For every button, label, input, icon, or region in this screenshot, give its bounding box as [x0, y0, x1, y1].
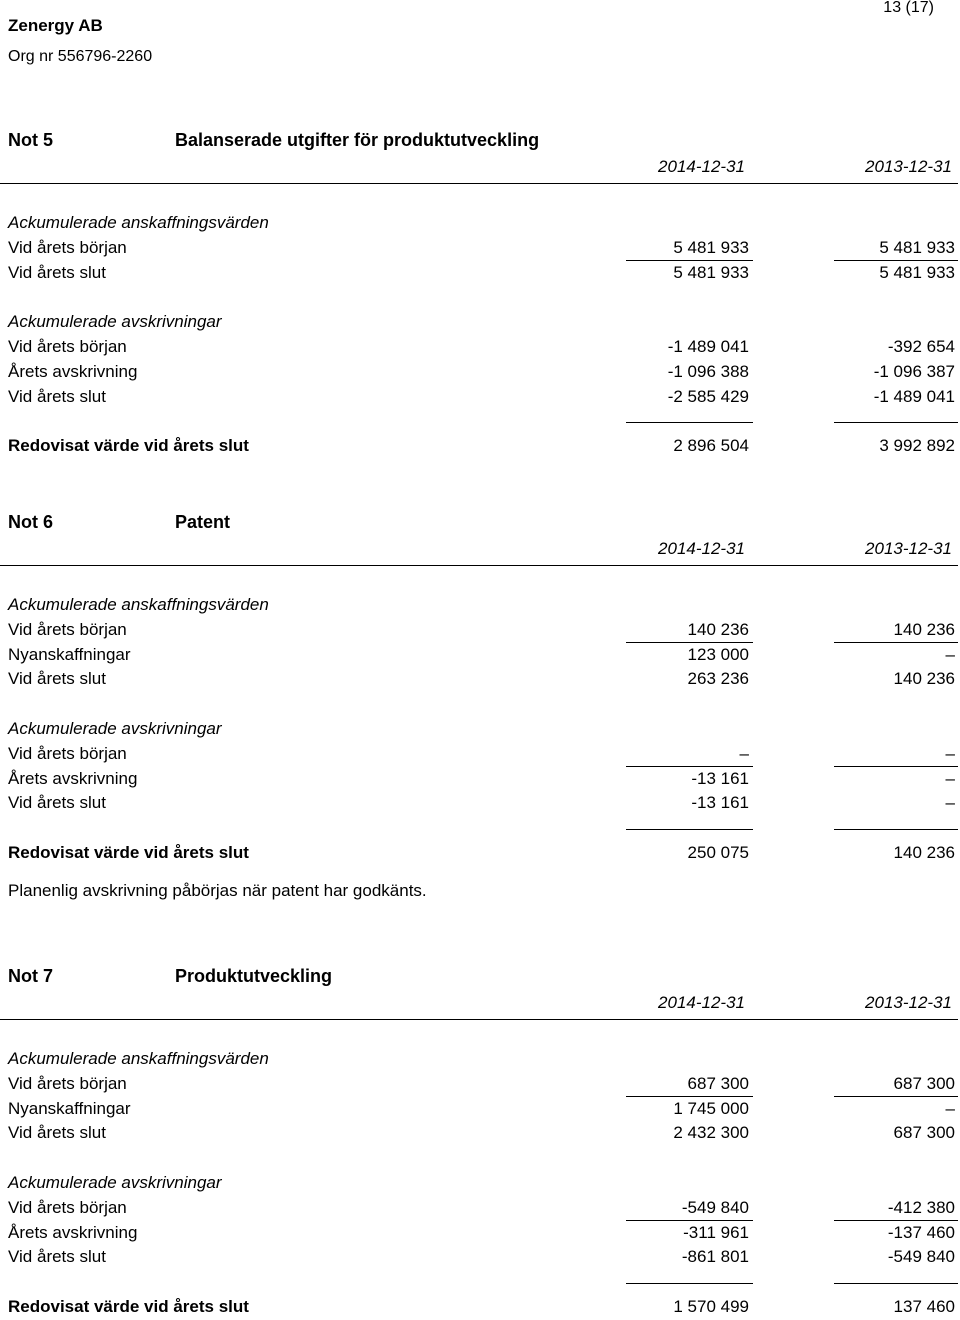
table-row: [0, 1097, 960, 1122]
section-heading: Ackumulerade avskrivningar: [8, 719, 222, 738]
column-date-2014: 2014-12-31: [658, 157, 745, 176]
note-header: [0, 130, 960, 156]
table-row: [0, 767, 960, 792]
value-2013: -412 380: [887, 1197, 955, 1217]
value-2013: –: [945, 768, 955, 788]
note-number: Not 7: [8, 966, 53, 986]
table-row: [0, 1121, 960, 1146]
sum-rule-line: [626, 260, 753, 261]
sum-rule-line: [834, 642, 958, 643]
value-2014: 1 570 499: [673, 1297, 749, 1316]
value-2014: -1 096 388: [667, 361, 749, 381]
value-2014: 140 236: [687, 619, 749, 639]
row-label: Vid årets slut: [8, 1123, 106, 1143]
value-2014: 263 236: [687, 669, 749, 689]
row-label: Vid årets slut: [8, 386, 106, 406]
note-title: Produktutveckling: [175, 966, 333, 986]
org-number: Org nr 556796-2260: [8, 48, 153, 65]
section-heading: Ackumulerade avskrivningar: [8, 312, 222, 332]
table-row: [0, 593, 960, 618]
column-date-2013: 2013-12-31: [865, 993, 952, 1012]
sum-rule-line: [626, 1096, 753, 1097]
spacer-row: [0, 1146, 960, 1171]
table-row: [0, 841, 960, 866]
value-2013: 140 236: [893, 843, 955, 862]
sum-rule-line: [626, 766, 753, 767]
row-label: Årets avskrivning: [8, 361, 138, 381]
section-heading: Ackumulerade avskrivningar: [8, 1173, 222, 1192]
value-2013: –: [945, 743, 955, 763]
spacer-row: [0, 1270, 960, 1295]
value-2013: –: [945, 793, 955, 813]
value-2014: -1 489 041: [667, 337, 749, 356]
value-2014: 5 481 933: [673, 237, 749, 257]
section-heading: Ackumulerade anskaffningsvärden: [8, 213, 269, 232]
company-name: Zenergy AB: [8, 16, 103, 35]
value-2014: -861 801: [681, 1247, 749, 1267]
value-2013: -1 489 041: [873, 386, 955, 406]
value-2013: 687 300: [893, 1073, 955, 1093]
sum-rule-line: [834, 766, 958, 767]
row-label: Nyanskaffningar: [8, 1098, 131, 1118]
sum-rule-line: [834, 1220, 958, 1221]
column-date-2014: 2014-12-31: [658, 539, 745, 558]
sum-rule-line: [626, 642, 753, 643]
row-label: Vid årets början: [8, 1197, 127, 1217]
value-2013: 687 300: [893, 1123, 955, 1143]
value-2013: –: [945, 644, 955, 664]
row-label: Vid årets början: [8, 743, 127, 763]
row-label: Vid årets början: [8, 1073, 127, 1093]
column-date-2013: 2013-12-31: [865, 539, 952, 558]
section-heading: Ackumulerade anskaffningsvärden: [8, 595, 269, 614]
value-2014: 123 000: [687, 644, 749, 664]
value-2014: 2 432 300: [673, 1123, 749, 1143]
table-row: [0, 1295, 960, 1320]
sum-rule-line: [626, 1283, 753, 1284]
value-2014: -2 585 429: [667, 386, 749, 406]
table-row: [0, 1221, 960, 1246]
table-row: [0, 717, 960, 742]
row-label: Vid årets slut: [8, 1247, 106, 1267]
sum-rule-line: [834, 422, 958, 423]
spacer-row: [0, 285, 960, 310]
value-2013: -137 460: [887, 1222, 955, 1242]
note-header: [0, 966, 960, 992]
value-2014: 1 745 000: [673, 1098, 749, 1118]
table-row: [0, 360, 960, 385]
table-row: [0, 1171, 960, 1196]
table-row: [0, 310, 960, 335]
value-2014: -13 161: [691, 768, 749, 788]
total-label: Redovisat värde vid årets slut: [8, 843, 249, 862]
table-row: [0, 791, 960, 816]
value-2013: -392 654: [887, 337, 955, 356]
spacer-row: [0, 692, 960, 717]
value-2014: 250 075: [687, 843, 749, 862]
total-label: Redovisat värde vid årets slut: [8, 1297, 249, 1316]
value-2013: -1 096 387: [873, 361, 955, 381]
value-2013: 137 460: [893, 1297, 955, 1316]
value-2013: 3 992 892: [879, 436, 955, 456]
table-row: [0, 667, 960, 692]
value-2014: –: [739, 743, 749, 763]
sum-rule-line: [834, 1096, 958, 1097]
value-2013: 5 481 933: [879, 262, 955, 282]
table-row: [0, 618, 960, 643]
page-number: 13 (17): [883, 0, 934, 16]
value-2014: -13 161: [691, 793, 749, 813]
value-2013: –: [945, 1098, 955, 1118]
row-label: Vid årets början: [8, 237, 127, 257]
section-heading: Ackumulerade anskaffningsvärden: [8, 1049, 269, 1068]
sum-rule-line: [626, 422, 753, 423]
row-label: Vid årets början: [8, 619, 127, 639]
table-row: [0, 742, 960, 767]
spacer-row: [0, 409, 960, 434]
row-label: Vid årets slut: [8, 793, 106, 813]
table-row: [0, 211, 960, 236]
row-label: Vid årets slut: [8, 262, 106, 282]
table-row: [0, 1047, 960, 1072]
note-title: Patent: [175, 512, 231, 532]
table-row: [0, 236, 960, 261]
table-row: [0, 643, 960, 668]
value-2014: 2 896 504: [673, 436, 749, 456]
value-2014: 5 481 933: [673, 262, 749, 282]
column-date-2014: 2014-12-31: [658, 993, 745, 1012]
table-row: [0, 1245, 960, 1270]
table-row: [0, 261, 960, 286]
table-row: [0, 434, 960, 459]
sum-rule-line: [834, 829, 958, 830]
row-label: Årets avskrivning: [8, 768, 138, 788]
row-label: Årets avskrivning: [8, 1222, 138, 1242]
note-title: Balanserade utgifter för produktutveckling: [175, 130, 540, 150]
table-row: [0, 1072, 960, 1097]
note-footnote: Planenlig avskrivning påbörjas när patent har godkänts.: [8, 880, 427, 900]
value-2013: 140 236: [893, 669, 955, 689]
total-label: Redovisat värde vid årets slut: [8, 436, 249, 456]
note-header: [0, 512, 960, 538]
note-number: Not 6: [8, 512, 53, 532]
row-label: Nyanskaffningar: [8, 644, 131, 664]
table-row: [0, 385, 960, 410]
column-date-2013: 2013-12-31: [865, 157, 952, 176]
sum-rule-line: [626, 1220, 753, 1221]
column-header-row: [0, 539, 958, 566]
table-row: [0, 335, 960, 360]
table-row: [0, 1196, 960, 1221]
note-number: Not 5: [8, 130, 53, 150]
sum-rule-line: [626, 829, 753, 830]
column-header-row: [0, 157, 958, 184]
sum-rule-line: [834, 260, 958, 261]
value-2013: 140 236: [893, 619, 955, 639]
value-2013: -549 840: [887, 1247, 955, 1267]
value-2014: -311 961: [683, 1222, 749, 1242]
value-2013: 5 481 933: [879, 237, 955, 257]
sum-rule-line: [834, 1283, 958, 1284]
value-2014: -549 840: [681, 1197, 749, 1217]
spacer-row: [0, 816, 960, 841]
row-label: Vid årets början: [8, 337, 127, 356]
column-header-row: [0, 993, 958, 1020]
value-2014: 687 300: [687, 1073, 749, 1093]
row-label: Vid årets slut: [8, 669, 106, 689]
